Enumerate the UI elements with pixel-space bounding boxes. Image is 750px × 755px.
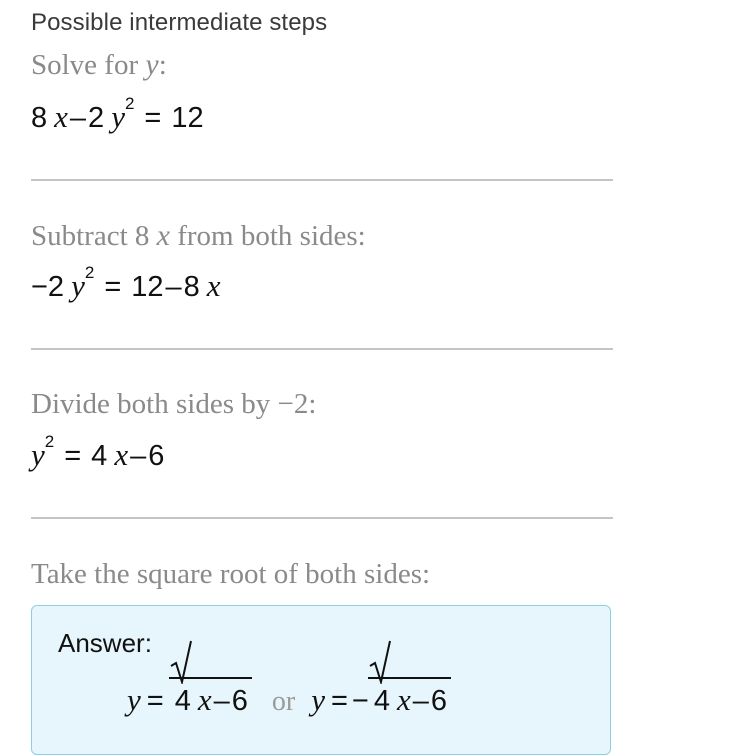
eq-term: 6 [430,685,448,717]
eq-operator: – [165,271,182,303]
eq-exponent: 2 [124,94,135,113]
divider [31,348,613,350]
eq-var: y [111,99,125,134]
eq-term: 4 [373,685,390,717]
step-1-label-var: y [145,48,159,81]
eq-operator: – [213,685,230,717]
eq-var: y [127,682,141,717]
page-header-title: Possible intermediate steps [31,9,328,36]
eq-operator: – [130,440,147,472]
step-1-equation [31,94,204,135]
eq-var: y [311,682,325,717]
eq-var: x [54,99,68,134]
step-2-label-var: x [156,219,170,252]
step-2-label-text: Subtract 8 [31,220,157,252]
divider [31,179,613,181]
eq-equals: = [146,685,164,717]
eq-equals: = [144,102,162,134]
sqrt-radical [170,640,252,718]
eq-term: 4 [91,440,108,472]
step-3-label-text: Divide both sides by −2: [31,388,317,420]
eq-term: 8 [31,102,48,134]
step-1-label [31,48,167,82]
step-3-equation [31,432,165,473]
answer-label: Answer: [58,628,152,658]
answer-box [31,605,611,755]
sqrt-radical [369,640,451,718]
answer-equation [127,670,451,718]
step-1-label-text: Solve for [31,49,146,81]
step-1-label-suffix: : [158,49,167,81]
eq-var: y [71,268,85,303]
eq-term: −2 [31,271,65,303]
eq-term: 6 [148,440,165,472]
step-2-equation [31,263,221,304]
step-2-label-suffix: from both sides: [169,220,366,252]
eq-var: x [206,268,221,303]
eq-exponent: 2 [44,432,55,451]
radicand [169,677,252,717]
or-separator: or [271,686,296,717]
eq-var: x [114,437,129,472]
eq-term: 8 [183,271,200,303]
eq-term: 12 [131,271,164,303]
eq-term: 2 [88,102,105,134]
eq-term: 12 [171,102,204,134]
step-4-label [31,558,430,591]
eq-operator: – [412,685,429,717]
eq-var: x [397,682,411,717]
eq-equals: = [330,685,348,717]
eq-operator: – [69,102,87,134]
eq-term: 6 [231,685,248,717]
eq-negative-sign: − [351,685,369,717]
step-2-label [31,219,366,253]
eq-var: y [31,437,45,472]
eq-var: x [197,682,212,717]
step-4-label-text: Take the square root of both sides: [31,558,431,590]
eq-equals: = [64,440,82,472]
eq-exponent: 2 [84,263,95,282]
eq-term: 4 [174,685,191,717]
step-3-label [31,388,316,421]
eq-equals: = [104,271,122,303]
radicand [368,677,451,717]
divider [31,517,613,519]
